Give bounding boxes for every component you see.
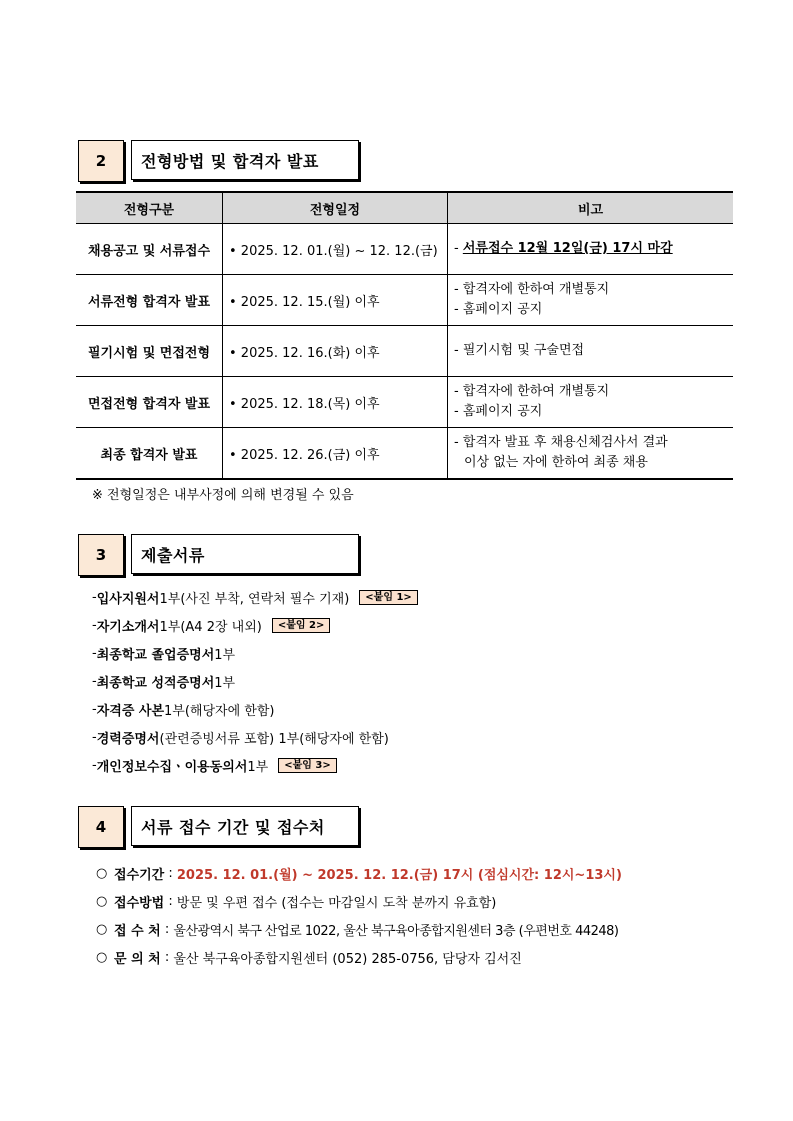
note-cell	[448, 224, 734, 275]
deadline-note: 서류접수 12월 12일(금) 17시 마감	[462, 241, 673, 256]
circle-bullet-icon: ○	[96, 893, 108, 909]
item-prefix: -	[92, 673, 97, 689]
note-prefix: -	[454, 241, 463, 256]
attachment-badge: <붙임 1>	[359, 590, 418, 605]
info-row	[96, 890, 622, 912]
category-cell: 최종 합격자 발표	[76, 428, 223, 480]
section-number: 4	[78, 806, 124, 848]
category-cell: 면접전형 합격자 발표	[76, 377, 223, 428]
circle-bullet-icon: ○	[96, 949, 108, 965]
category-cell: 채용공고 및 서류접수	[76, 224, 223, 275]
section-number: 2	[78, 140, 124, 182]
note-cell	[448, 275, 734, 326]
item-prefix: -	[92, 617, 97, 633]
info-row	[96, 862, 622, 884]
note-cell	[448, 326, 734, 377]
list-item	[92, 698, 418, 720]
note-line: - 홈페이지 공지	[454, 302, 543, 317]
table-header-row	[76, 192, 733, 224]
list-item	[92, 754, 418, 776]
info-separator: :	[160, 921, 174, 937]
note-line: 이상 없는 자에 한하여 최종 채용	[464, 455, 648, 470]
document-detail: 1부	[214, 675, 236, 691]
note-line: - 합격자 발표 후 채용신체검사서 결과	[454, 435, 668, 450]
schedule-table	[76, 191, 733, 480]
document-name: 자기소개서	[96, 619, 160, 635]
item-prefix: -	[92, 729, 97, 745]
section-3-heading	[78, 534, 362, 576]
section-title: 서류 접수 기간 및 접수처	[131, 806, 359, 846]
note-cell	[448, 377, 734, 428]
category-cell: 서류전형 합격자 발표	[76, 275, 223, 326]
section-title: 전형방법 및 합격자 발표	[131, 140, 359, 180]
info-label: 접 수 처	[114, 923, 161, 939]
info-row	[96, 946, 622, 968]
info-label: 문 의 처	[114, 951, 161, 967]
table-row	[76, 326, 733, 377]
document-detail: 1부(A4 2장 내외)	[159, 619, 262, 635]
document-list	[92, 586, 418, 782]
list-item	[92, 586, 418, 608]
item-prefix: -	[92, 757, 97, 773]
list-item	[92, 670, 418, 692]
document-name: 개인정보수집ㆍ이용동의서	[96, 759, 248, 775]
note-cell	[448, 428, 734, 480]
column-header: 전형일정	[223, 192, 448, 224]
item-prefix: -	[92, 701, 97, 717]
document-detail: (관련증빙서류 포함) 1부(해당자에 한함)	[159, 731, 389, 747]
info-label: 접수방법	[114, 895, 165, 911]
column-header: 전형구분	[76, 192, 223, 224]
date-cell: • 2025. 12. 18.(목) 이후	[223, 377, 448, 428]
document-detail: 1부(사진 부착, 연락처 필수 기재)	[159, 591, 350, 607]
table-row	[76, 377, 733, 428]
document-detail: 1부	[214, 647, 236, 663]
attachment-badge: <붙임 2>	[272, 618, 331, 633]
date-cell: • 2025. 12. 01.(월) ~ 12. 12.(금)	[223, 224, 448, 275]
circle-bullet-icon: ○	[96, 921, 108, 937]
info-value: 방문 및 우편 접수 (접수는 마감일시 도착 분까지 유효함)	[176, 895, 497, 911]
date-cell: • 2025. 12. 26.(금) 이후	[223, 428, 448, 480]
note-line: - 홈페이지 공지	[454, 404, 543, 419]
schedule-footnote: ※ 전형일정은 내부사정에 의해 변경될 수 있음	[92, 488, 354, 503]
attachment-badge: <붙임 3>	[278, 758, 337, 773]
note-line: - 합격자에 한하여 개별통지	[454, 282, 610, 297]
note-line: - 필기시험 및 구술면접	[454, 343, 585, 358]
circle-bullet-icon: ○	[96, 865, 108, 881]
section-2-heading	[78, 140, 362, 182]
section-title: 제출서류	[131, 534, 359, 574]
document-name: 자격증 사본	[96, 703, 165, 719]
info-separator: :	[164, 865, 177, 881]
section-4-heading	[78, 806, 362, 848]
column-header: 비고	[448, 192, 734, 224]
table-row	[76, 275, 733, 326]
info-value: 울산 북구육아종합지원센터 (052) 285-0756, 담당자 김서진	[173, 951, 522, 967]
info-label: 접수기간	[114, 867, 165, 883]
list-item	[92, 642, 418, 664]
info-value: 울산광역시 북구 산업로 1022, 울산 북구육아종합지원센터 3층 (우편번호 44248)	[173, 923, 619, 939]
document-name: 입사지원서	[96, 591, 160, 607]
note-line: - 합격자에 한하여 개별통지	[454, 384, 610, 399]
list-item	[92, 726, 418, 748]
category-cell: 필기시험 및 면접전형	[76, 326, 223, 377]
table-row	[76, 224, 733, 275]
info-separator: :	[164, 893, 177, 909]
submission-info	[96, 862, 622, 974]
info-value: 2025. 12. 01.(월) ~ 2025. 12. 12.(금) 17시 (점심시간: 12시~13시)	[176, 867, 622, 883]
item-prefix: -	[92, 645, 97, 661]
info-row	[96, 918, 622, 940]
list-item	[92, 614, 418, 636]
date-cell: • 2025. 12. 15.(월) 이후	[223, 275, 448, 326]
document-name: 최종학교 성적증명서	[96, 675, 215, 691]
date-cell: • 2025. 12. 16.(화) 이후	[223, 326, 448, 377]
info-separator: :	[160, 949, 174, 965]
table-row	[76, 428, 733, 480]
document-name: 경력증명서	[96, 731, 160, 747]
item-prefix: -	[92, 589, 97, 605]
document-name: 최종학교 졸업증명서	[96, 647, 215, 663]
document-detail: 1부	[247, 759, 269, 775]
document-detail: 1부(해당자에 한함)	[164, 703, 275, 719]
section-number: 3	[78, 534, 124, 576]
